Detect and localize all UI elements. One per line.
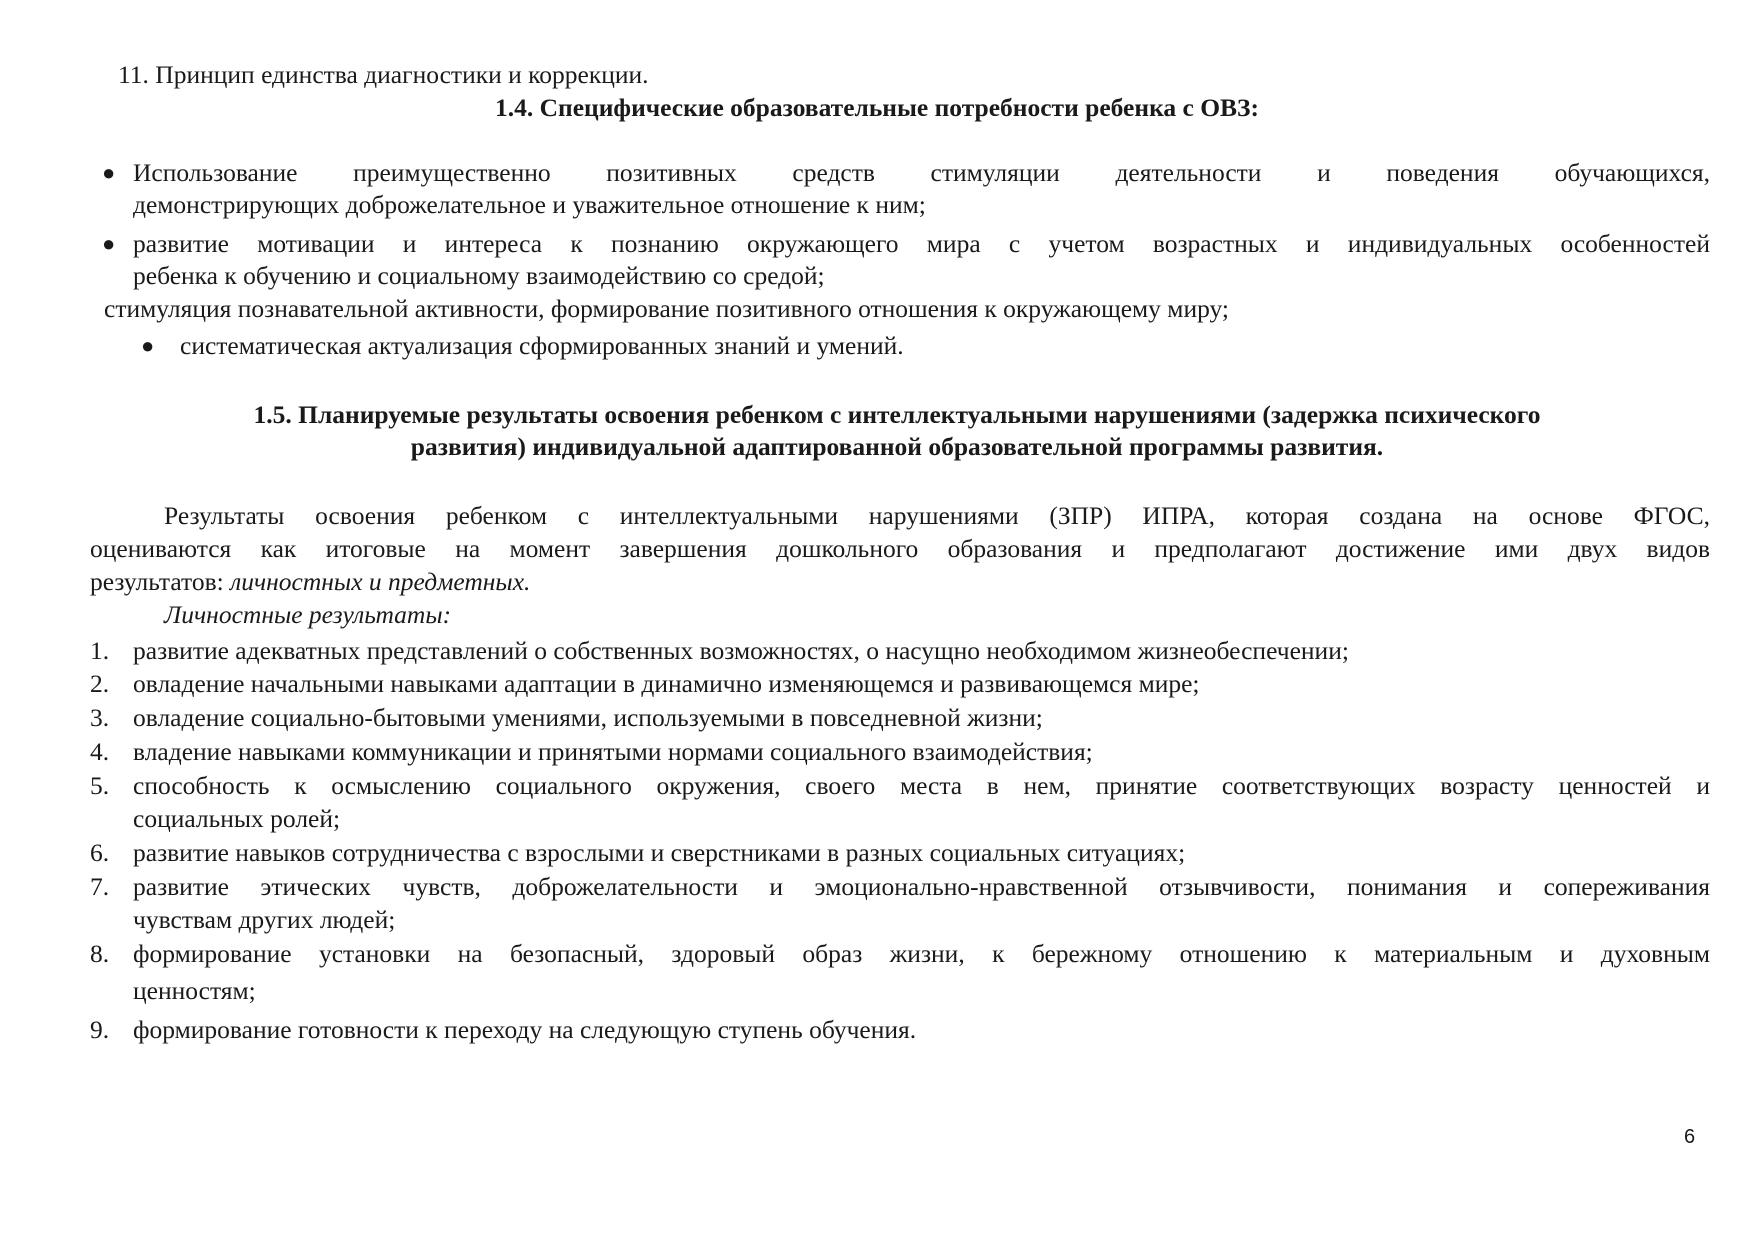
- list-item-4-line-1: владение навыками коммуникации и принятыми нормами социального взаимодействия;: [133, 737, 1093, 766]
- personal-results-label: Личностные результаты:: [164, 600, 452, 629]
- intro-line-1: Результаты освоения ребенком с интеллектуальными нарушениями (ЗПР) ИПРА, которая создана на основе ФГОС,: [164, 501, 1710, 530]
- list-item-number: 2.: [90, 669, 110, 698]
- list-item-number: 1.: [90, 636, 110, 665]
- page-number: 6: [1684, 1126, 1696, 1148]
- list-item-9-line-1: формирование готовности к переходу на следующую ступень обучения.: [133, 1015, 917, 1044]
- intro-line-3-prefix: результатов:: [90, 567, 231, 596]
- list-item-number: 7.: [90, 872, 110, 901]
- section-1-5-heading-line-2: развития) индивидуальной адаптированной образовательной программы развития.: [410, 432, 1384, 461]
- list-item-number: 9.: [90, 1015, 110, 1044]
- list-item-number: 3.: [90, 703, 110, 732]
- bullet-3-line: систематическая актуализация сформированных знаний и умений.: [180, 331, 904, 360]
- bullet-1-line-1: Использование преимущественно позитивных средств стимуляции деятельности и поведения обучающихся,: [133, 158, 1710, 187]
- section-1-5-heading-line-1: 1.5. Планируемые результаты освоения ребенком с интеллектуальными нарушениями (задержка психического: [253, 400, 1541, 429]
- list-item-3-line-1: овладение социально-бытовыми умениями, используемыми в повседневной жизни;: [133, 703, 1043, 732]
- bullet-1-line-2: демонстрирующих доброжелательное и уважительное отношение к ним;: [133, 190, 926, 219]
- bullet-2-line-2: ребенка к обучению и социальному взаимодействию со средой;: [133, 261, 825, 290]
- list-item-7-line-1: развитие этических чувств, доброжелательности и эмоционально-нравственной отзывчивости, понимания и сопереживания: [133, 872, 1710, 901]
- list-item-number: 4.: [90, 737, 110, 766]
- section-1-4-heading: 1.4. Специфические образовательные потребности ребенка с ОВЗ:: [494, 93, 1259, 122]
- list-item-1-line-1: развитие адекватных представлений о собственных возможностях, о насущно необходимом жизнеобеспечении;: [133, 636, 1349, 665]
- list-item-5-line-1: способность к осмыслению социального окружения, своего места в нем, принятие соответствующих возрасту ценностей и: [133, 771, 1710, 800]
- list-item-number: 8.: [90, 939, 110, 968]
- list-item-8-line-1: формирование установки на безопасный, здоровый образ жизни, к бережному отношению к материальным и духовным: [133, 939, 1710, 968]
- plain-line: стимуляция познавательной активности, формирование позитивного отношения к окружающему миру;: [104, 294, 1230, 323]
- principle-11-line: 11. Принцип единства диагностики и коррекции.: [118, 60, 649, 89]
- intro-line-2: оцениваются как итоговые на момент завершения дошкольного образования и предполагают достижение ими двух видов: [90, 534, 1710, 563]
- bullet-icon: ●: [141, 333, 155, 358]
- list-item-2-line-1: овладение начальными навыками адаптации в динамично изменяющемся и развивающемся мире;: [133, 669, 1200, 698]
- list-item-5-line-2: социальных ролей;: [133, 804, 341, 833]
- list-item-7-line-2: чувствам других людей;: [133, 905, 396, 934]
- bullet-2-line-1: развитие мотивации и интереса к познанию окружающего мира с учетом возрастных и индивидуальных особенностей: [133, 229, 1710, 258]
- list-item-6-line-1: развитие навыков сотрудничества с взрослыми и сверстниками в разных социальных ситуациях;: [133, 838, 1186, 867]
- intro-line-3-italic: личностных и предметных.: [230, 567, 531, 596]
- list-item-number: 6.: [90, 838, 110, 867]
- list-item-8-line-2: ценностям;: [133, 976, 256, 1005]
- list-item-number: 5.: [90, 771, 110, 800]
- intro-line-3: [90, 565, 1710, 599]
- bullet-icon: ●: [102, 160, 116, 185]
- bullet-icon: ●: [102, 231, 116, 256]
